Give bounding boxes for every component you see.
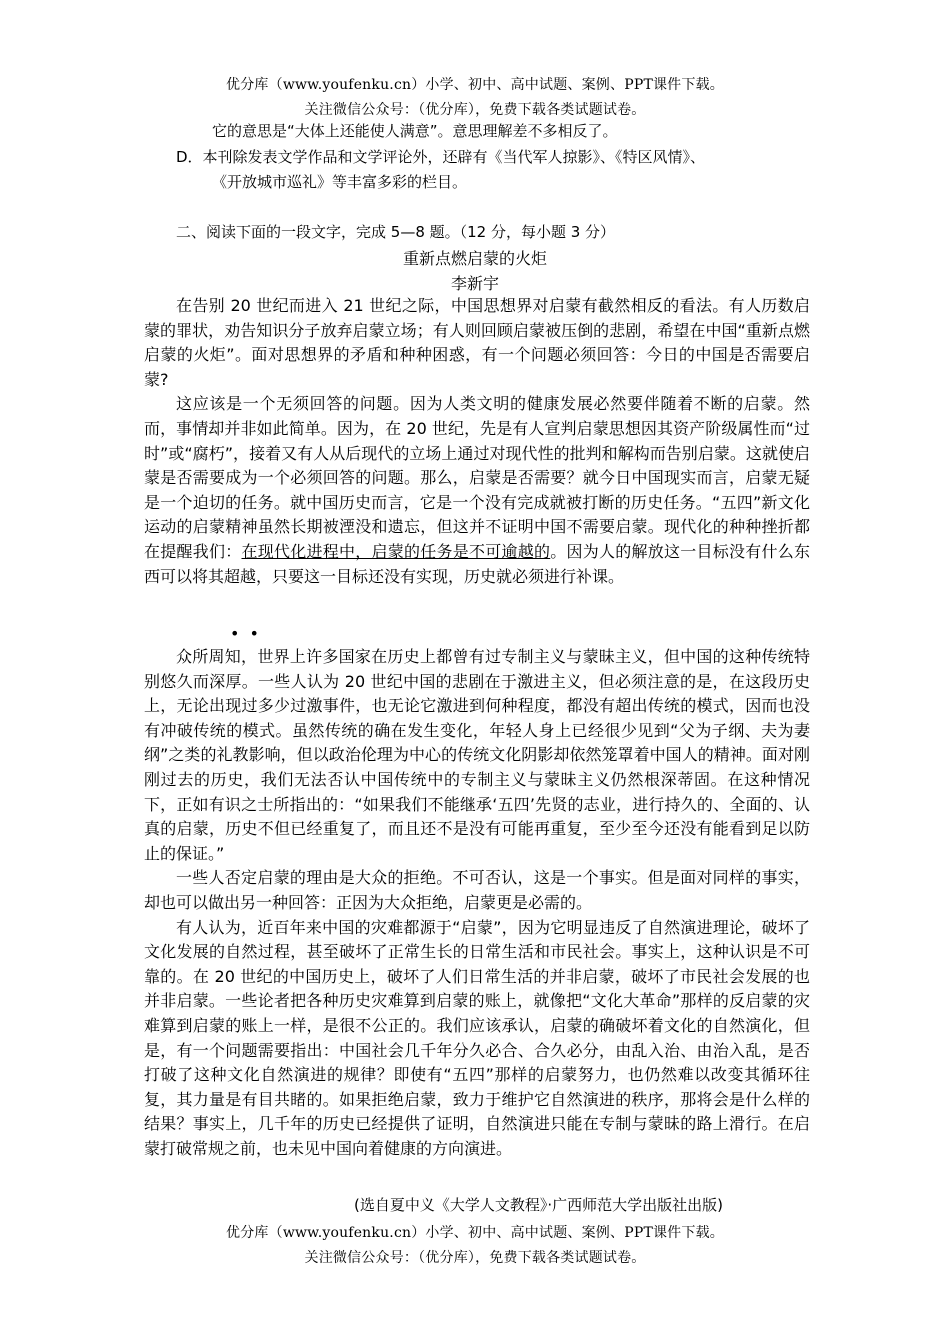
footer-wechat-line: 关注微信公众号：（优分库），免费下载各类试题试卷。 [304,1250,646,1266]
emphasis-dots: •• [230,624,269,643]
paragraph-2 [144,392,810,589]
paragraph-3: 众所周知，世界上许多国家在历史上都曾有过专制主义与蒙昧主义，但中国的这种传统特别悠久而深厚。一些人认为 20 世纪中国的悲剧在于激进主义，但必须注意的是，在这段历史上，无论出现过多少过激事件，也无论它激进到何种程度，都没有超出传统的模式，因而也没有冲破传统的模式。虽然传统的确在发生变化，年轻人身上已经很少见到“父为子纲、夫为妻纲”之类的礼教影响，但以政治伦理为中心的传统文化阴影却依然笼罩着中国人的精神。面对刚刚过去的历史，我们无法否认中国传统中的专制主义与蒙昧主义仍然根深蒂固。在这种情况下，正如有识之士所指出的：“如果我们不能继承‘五四’先贤的志业，进行持久的、全面的、认真的启蒙，历史不但已经重复了，而且还不是没有可能再重复，至少至今还没有能看到足以防止的保证。” [144,647,810,863]
paragraph-5: 有人认为，近百年来中国的灾难都源于“启蒙”，因为它明显违反了自然演进理论，破坏了文化发展的自然过程，甚至破坏了正常生长的日常生活和市民社会。事实上，这种认识是不可靠的。在 20 世纪的中国历史上，破坏了人们日常生活的并非启蒙，破坏了市民社会发展的也并非启蒙。一些论者把各种历史灾难算到启蒙的账上，就像把“文化大革命”那样的反启蒙的灾难算到启蒙的账上一样，是很不公正的。我们应该承认，启蒙的确破坏着文化的自然演化，但是，有一个问题需要指出：中国社会几千年分久必合、合久必分，由乱入治、由治入乱，是否打破了这种文化自然演进的规律？即使有“五四”那样的启蒙努力，也仍然难以改变其循环往复，其力量是有目共睹的。如果拒绝启蒙，致力于维护它自然演进的秩序，那将会是什么样的结果？事实上，几千年的历史已经提供了证明，自然演进只能在专制与蒙昧的路上滑行。在启蒙打破常规之前，也未见中国向着健康的方向演进。 [144,917,810,1158]
article-author: 李新宇 [450,274,499,293]
paragraph-4: 一些人否定启蒙的理由是大众的拒绝。不可否认，这是一个事实。但是面对同样的事实，却也可以做出另一种回答：正因为大众拒绝，启蒙更是必需的。 [144,868,810,912]
header-wechat-line: 关注微信公众号：（优分库），免费下载各类试题试卷。 [304,102,646,118]
source-citation: (选自夏中义《大学人文教程》·广西师范大学出版社出版) [354,1196,723,1214]
paragraph-2-end: 。因为人的解放这一目标没有什么东西可以将其超越，只要这一目标还没有实现，历史就必须进行补课。 [144,541,810,586]
paragraph-1: 在告别 20 世纪而进入 21 世纪之际，中国思想界对启蒙有截然相反的看法。有人历数启蒙的罪状，劝告知识分子放弃启蒙立场；有人则回顾启蒙被压倒的悲剧，希望在中国“重新点燃启蒙的火炬”。面对思想界的矛盾和种种困惑，有一个问题必须回答：今日的中国是否需要启蒙? [144,296,810,389]
option-d-line2: 《开放城市巡礼》等丰富多彩的栏目。 [212,173,468,191]
option-d-line1: D．本刊除发表文学作品和文学评论外，还辟有《当代军人掠影》、《特区风情》、 [176,148,706,166]
section-heading: 二、阅读下面的一段文字，完成 5—8 题。（12 分，每小题 3 分） [176,223,616,241]
article-body-top [144,294,810,589]
option-c-tail: 它的意思是“大体上还能使人满意”。意思理解差不多相反了。 [212,122,618,140]
header-site-line: 优分库（www.youfenku.cn）小学、初中、高中试题、案例、PPT课件下载。 [226,77,724,93]
article-body-bottom [144,645,810,1161]
paragraph-2-text: 这应该是一个无须回答的问题。因为人类文明的健康发展必然要伴随着不断的启蒙。然而，事情却并非如此简单。因为，在 20 世纪，先是有人宣判启蒙思想因其资产阶级属性而“过时”或“腐朽”，接着又有人从后现代的立场上通过对现代性的批判和解构而告别启蒙。这就使启蒙是否需要成为一个必须回答的问题。那么，启蒙是否需要？就今日中国现实而言，启蒙无疑是一个迫切的任务。就中国历史而言，它是一个没有完成就被打断的历史任务。“五四”新文化运动的启蒙精神虽然长期被湮没和遗忘，但这并不证明中国不需要启蒙。现代化的种种挫折都在提醒我们： [144,394,810,561]
footer-site-line: 优分库（www.youfenku.cn）小学、初中、高中试题、案例、PPT课件下载。 [226,1225,724,1241]
underlined-sentence: 在现代化进程中，启蒙的任务是不可逾越的 [241,541,551,561]
article-title: 重新点燃启蒙的火炬 [402,249,547,268]
